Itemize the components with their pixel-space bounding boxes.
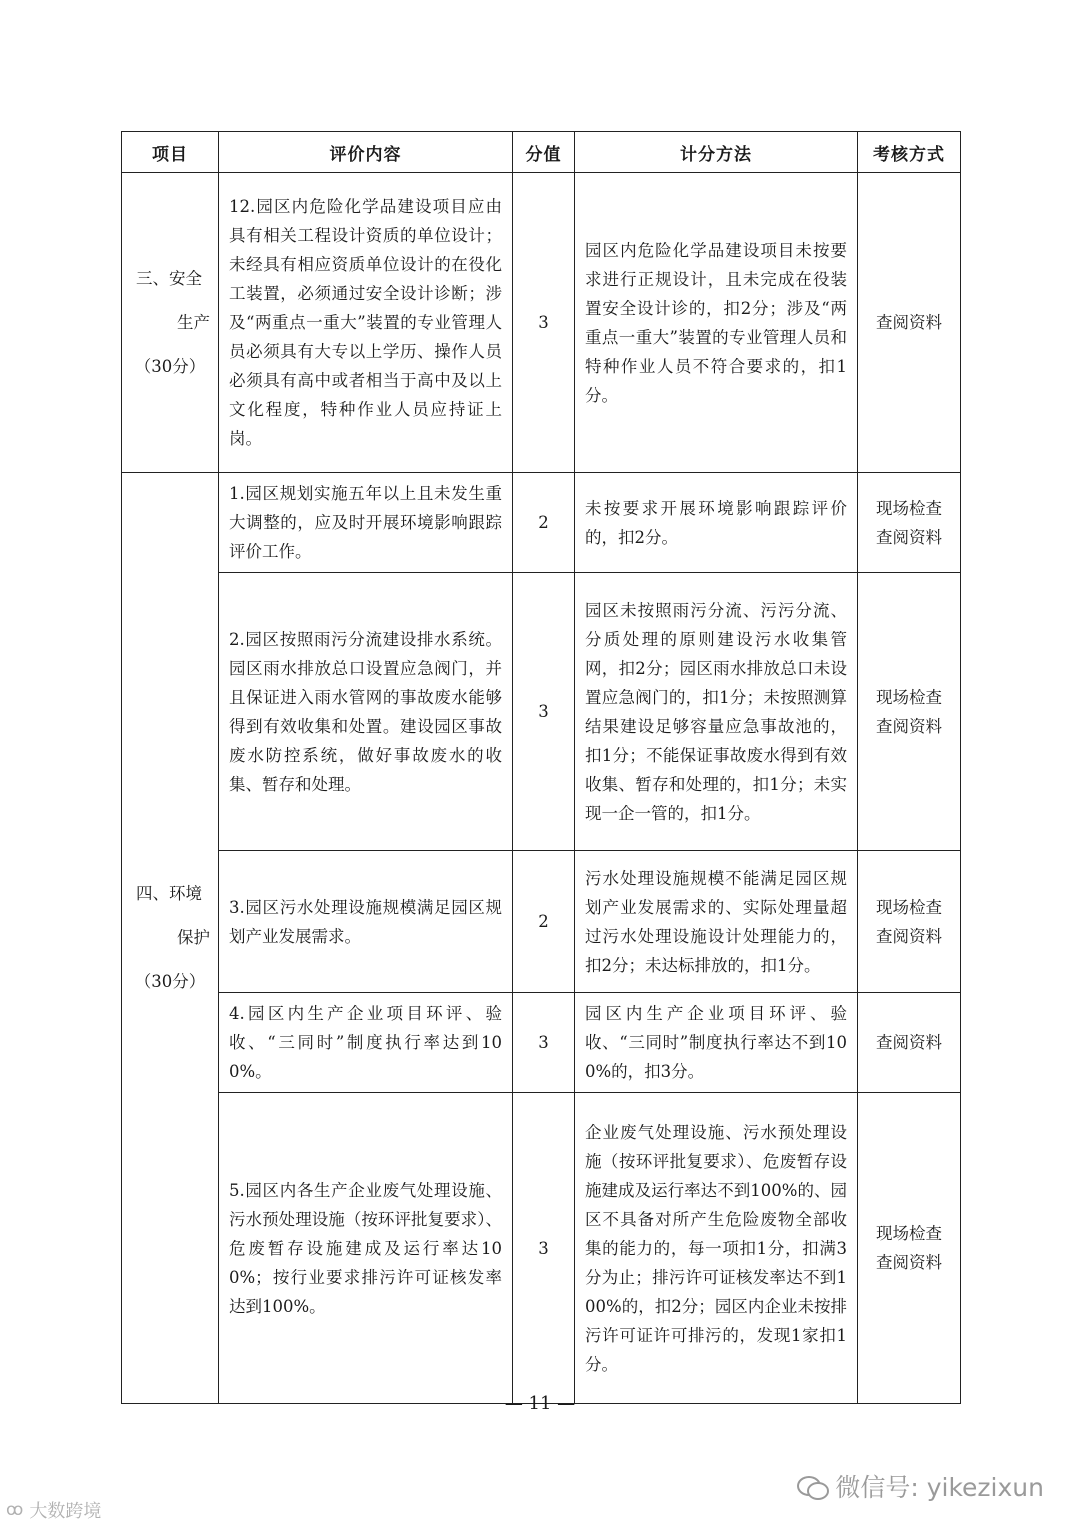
row-score: 3: [513, 573, 575, 851]
row-check: [858, 173, 961, 473]
check-method: 查阅资料: [876, 527, 942, 547]
table-row: [122, 573, 961, 851]
header-method: 计分方法: [575, 132, 858, 173]
header-score: 分值: [513, 132, 575, 173]
category-points: （30分）: [134, 972, 206, 991]
row-score: 3: [513, 993, 575, 1093]
evaluation-table: [121, 131, 961, 1404]
check-method: 查阅资料: [876, 313, 942, 332]
row-content: 12.园区内危险化学品建设项目应由具有相关工程设计资质的单位设计；未经具有相应资质单位设计的在役化工装置，必须通过安全设计诊断；涉及“两重点一重大”装置的专业管理人员必须具有大专以上学历、操作人员必须具有高中或者相当于高中及以上文化程度，特种作业人员应持证上岗。: [219, 173, 513, 473]
loop-logo-icon: ꝏ: [6, 1500, 24, 1520]
table-row: [122, 1093, 961, 1404]
row-check: [858, 1093, 961, 1404]
row-method: 园区内生产企业项目环评、验收、“三同时”制度执行率达不到100%的，扣3分。: [575, 993, 858, 1093]
row-method: 园区未按照雨污分流、污污分流、分质处理的原则建设污水收集管网，扣2分；园区雨水排放总口未设置应急阀门的，扣1分；未按照测算结果建设足够容量应急事故池的，扣1分；不能保证事故废水得到有效收集、暂存和处理的，扣1分；未实现一企一管的，扣1分。: [575, 573, 858, 851]
table-header-row: [122, 132, 961, 173]
category-label: 保护: [177, 928, 210, 947]
watermark-wechat-text: 微信号: yikezixun: [835, 1473, 1044, 1502]
row-score: 3: [513, 173, 575, 473]
table-row: [122, 851, 961, 993]
check-method: 现场检查: [876, 1224, 942, 1243]
header-item: 项目: [122, 132, 219, 173]
header-check: 考核方式: [858, 132, 961, 173]
category-label: 生产: [177, 312, 210, 332]
check-method: 查阅资料: [876, 926, 942, 946]
category-env: [122, 473, 219, 1404]
row-method: 未按要求开展环境影响跟踪评价的，扣2分。: [575, 473, 858, 573]
row-method: 园区内危险化学品建设项目未按要求进行正规设计，且未完成在役装置安全设计诊的，扣2分；涉及“两重点一重大”装置的专业管理人员和特种作业人员不符合要求的，扣1分。: [575, 173, 858, 473]
watermark-brand-text: 大数跨境: [29, 1501, 102, 1522]
row-method: 污水处理设施规模不能满足园区规划产业发展需求的、实际处理量超过污水处理设施设计处理能力的，扣2分；未达标排放的，扣1分。: [575, 851, 858, 993]
row-content: 5.园区内各生产企业废气处理设施、污水预处理设施（按环评批复要求）、危废暂存设施建成及运行率达100%；按行业要求排污许可证核发率达到100%。: [219, 1093, 513, 1404]
row-score: 3: [513, 1093, 575, 1404]
row-content: 1.园区规划实施五年以上且未发生重大调整的，应及时开展环境影响跟踪评价工作。: [219, 473, 513, 573]
row-content: 4.园区内生产企业项目环评、验收、“三同时”制度执行率达到100%。: [219, 993, 513, 1093]
table-row: [122, 173, 961, 473]
row-check: [858, 993, 961, 1093]
category-safety: [122, 173, 219, 473]
category-points: （30分）: [134, 356, 206, 376]
table-row: [122, 473, 961, 573]
category-label: 四、环境: [136, 884, 202, 903]
row-check: [858, 473, 961, 573]
watermark-wechat: [797, 1468, 1044, 1504]
check-method: 现场检查: [876, 498, 942, 518]
category-label: 三、安全: [136, 268, 202, 288]
row-content: 2.园区按照雨污分流建设排水系统。园区雨水排放总口设置应急阀门，并且保证进入雨水管网的事故废水能够得到有效收集和处置。建设园区事故废水防控系统，做好事故废水的收集、暂存和处理。: [219, 573, 513, 851]
table-row: [122, 993, 961, 1093]
check-method: 现场检查: [876, 897, 942, 917]
row-content: 3.园区污水处理设施规模满足园区规划产业发展需求。: [219, 851, 513, 993]
check-method: 查阅资料: [876, 1253, 942, 1272]
row-check: [858, 851, 961, 993]
watermark-brand: [6, 1497, 101, 1523]
row-score: 2: [513, 473, 575, 573]
row-check: [858, 573, 961, 851]
row-score: 2: [513, 851, 575, 993]
row-method: 企业废气处理设施、污水预处理设施（按环评批复要求）、危废暂存设施建成及运行率达不到100%的、园区不具备对所产生危险废物全部收集的能力的，每一项扣1分，扣满3分为止；排污许可证核发率达不到100%的，扣2分；园区内企业未按排污许可证许可排污的，发现1家扣1分。: [575, 1093, 858, 1404]
check-method: 查阅资料: [876, 1033, 942, 1052]
header-content: 评价内容: [219, 132, 513, 173]
page-number: — 11 —: [504, 1393, 576, 1414]
check-method: 现场检查: [876, 687, 942, 707]
wechat-icon: [797, 1474, 827, 1498]
check-method: 查阅资料: [876, 716, 942, 736]
